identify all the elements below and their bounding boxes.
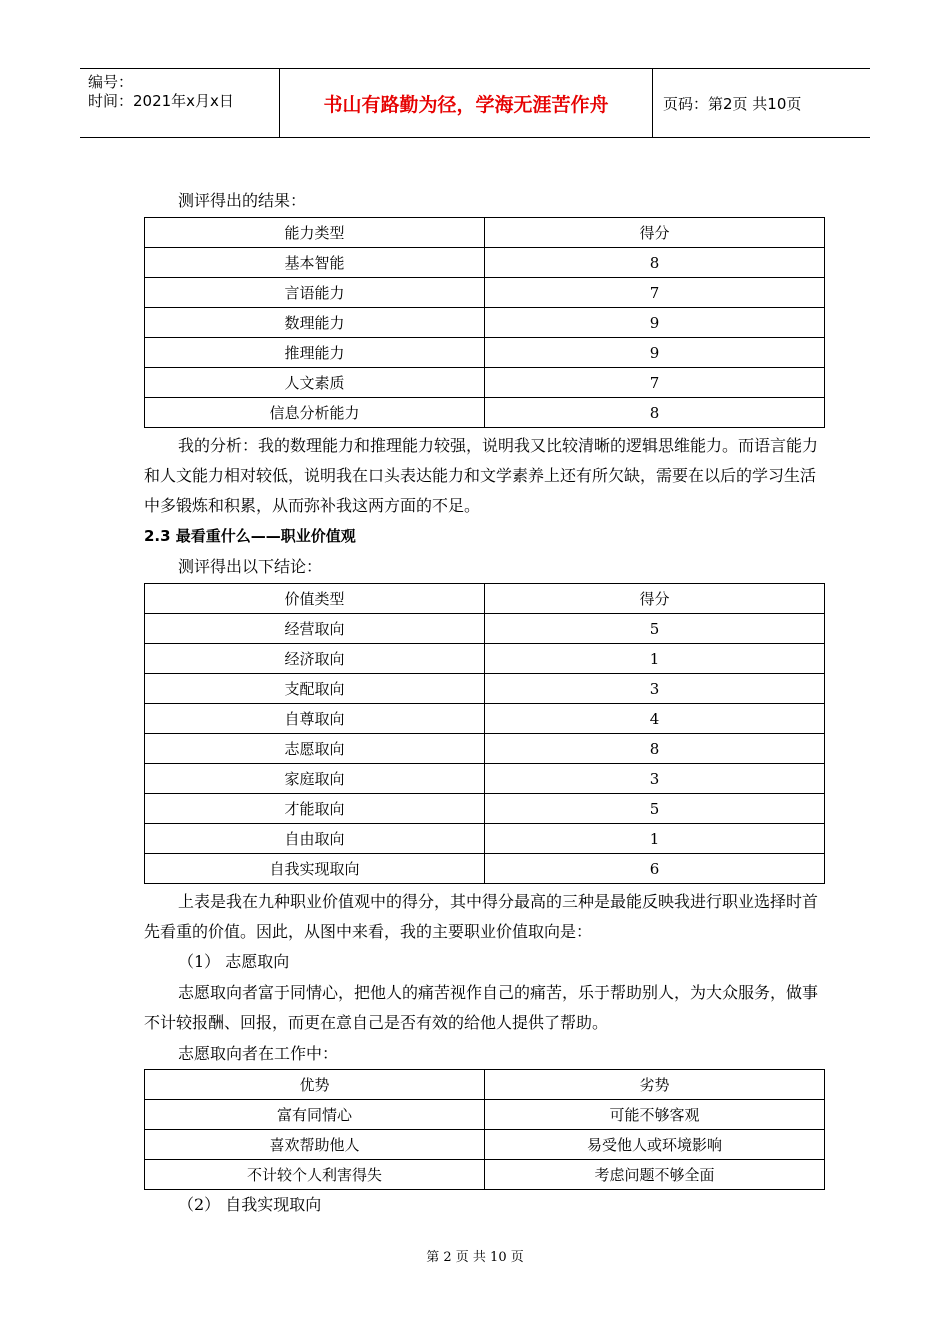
page-footer: 第 2 页 共 10 页 [426, 1250, 524, 1265]
table-row [145, 854, 825, 884]
table-cell: 9 [485, 338, 825, 368]
section1-analysis: 我的分析：我的数理能力和推理能力较强，说明我又比较清晰的逻辑思维能力。而语言能力和人文能力相对较低，说明我在口头表达能力和文学素养上还有所欠缺，需要在以后的学习生活中多锻炼和积累，从而弥补我这两方面的不足。 [144, 436, 819, 515]
table-row [145, 614, 825, 644]
table-cell: 基本智能 [145, 248, 485, 278]
table-cell: 人文素质 [145, 368, 485, 398]
table-row [145, 674, 825, 704]
table-cell: 7 [485, 278, 825, 308]
table-row [145, 368, 825, 398]
page-header [80, 68, 870, 138]
table-row [145, 704, 825, 734]
table-cell: 易受他人或环境影响 [485, 1130, 825, 1160]
table-row [145, 248, 825, 278]
header-meta [80, 69, 280, 137]
table-row [145, 794, 825, 824]
table-header-row [145, 1070, 825, 1100]
table-cell: 喜欢帮助他人 [145, 1130, 485, 1160]
table-row [145, 1100, 825, 1130]
table-cell: 支配取向 [145, 674, 485, 704]
section2-summary: 上表是我在九种职业价值观中的得分，其中得分最高的三种是最能反映我进行职业选择时首先看重的价值。因此，从图中来看，我的主要职业价值取向是： [144, 892, 819, 941]
table-cell: 5 [485, 614, 825, 644]
table-row [145, 644, 825, 674]
header-motto: 书山有路勤为径，学海无涯苦作舟 [280, 69, 653, 137]
pros-cons-table [144, 1069, 825, 1190]
table-cell: 自我实现取向 [145, 854, 485, 884]
table-header-cell: 得分 [485, 218, 825, 248]
table-cell: 8 [485, 248, 825, 278]
table-cell: 9 [485, 308, 825, 338]
table-cell: 5 [485, 794, 825, 824]
table-cell: 可能不够客观 [485, 1100, 825, 1130]
table-header-cell: 劣势 [485, 1070, 825, 1100]
table-cell: 家庭取向 [145, 764, 485, 794]
item1-work-intro: 志愿取向者在工作中： [178, 1044, 339, 1063]
table-cell: 1 [485, 824, 825, 854]
item2-title: （2） 自我实现取向 [178, 1195, 322, 1214]
table-cell: 3 [485, 674, 825, 704]
table-cell: 不计较个人利害得失 [145, 1160, 485, 1190]
value-table [144, 583, 825, 884]
table-row [145, 764, 825, 794]
table-header-row [145, 218, 825, 248]
table-cell: 6 [485, 854, 825, 884]
item1-title: （1） 志愿取向 [178, 952, 290, 971]
table-cell: 自由取向 [145, 824, 485, 854]
table-row [145, 1160, 825, 1190]
table-row [145, 824, 825, 854]
table-cell: 经济取向 [145, 644, 485, 674]
table-cell: 8 [485, 734, 825, 764]
header-time-label: 时间：2021年x月x日 [88, 92, 234, 110]
table-cell: 富有同情心 [145, 1100, 485, 1130]
table-row [145, 278, 825, 308]
table-cell: 4 [485, 704, 825, 734]
table-cell: 推理能力 [145, 338, 485, 368]
table-row [145, 308, 825, 338]
section2-intro: 测评得出以下结论： [178, 557, 323, 576]
table-header-cell: 能力类型 [145, 218, 485, 248]
table-row [145, 734, 825, 764]
section2-heading: 2.3 最看重什么——职业价值观 [144, 527, 356, 545]
table-header-cell: 得分 [485, 584, 825, 614]
table-cell: 言语能力 [145, 278, 485, 308]
table-cell: 信息分析能力 [145, 398, 485, 428]
table-cell: 经营取向 [145, 614, 485, 644]
table-header-cell: 优势 [145, 1070, 485, 1100]
table-header-row [145, 584, 825, 614]
table-cell: 志愿取向 [145, 734, 485, 764]
table-cell: 才能取向 [145, 794, 485, 824]
ability-table [144, 217, 825, 428]
section1-intro: 测评得出的结果： [178, 191, 307, 210]
table-cell: 1 [485, 644, 825, 674]
table-row [145, 398, 825, 428]
header-page-info: 页码：第2页 共10页 [663, 94, 802, 113]
item1-description: 志愿取向者富于同情心，把他人的痛苦视作自己的痛苦，乐于帮助别人，为大众服务，做事不计较报酬、回报，而更在意自己是否有效的给他人提供了帮助。 [144, 983, 819, 1032]
table-cell: 数理能力 [145, 308, 485, 338]
table-row [145, 1130, 825, 1160]
header-number-label: 编号： [88, 73, 134, 91]
table-cell: 7 [485, 368, 825, 398]
table-cell: 8 [485, 398, 825, 428]
table-header-cell: 价值类型 [145, 584, 485, 614]
table-cell: 3 [485, 764, 825, 794]
table-cell: 自尊取向 [145, 704, 485, 734]
table-row [145, 338, 825, 368]
table-cell: 考虑问题不够全面 [485, 1160, 825, 1190]
